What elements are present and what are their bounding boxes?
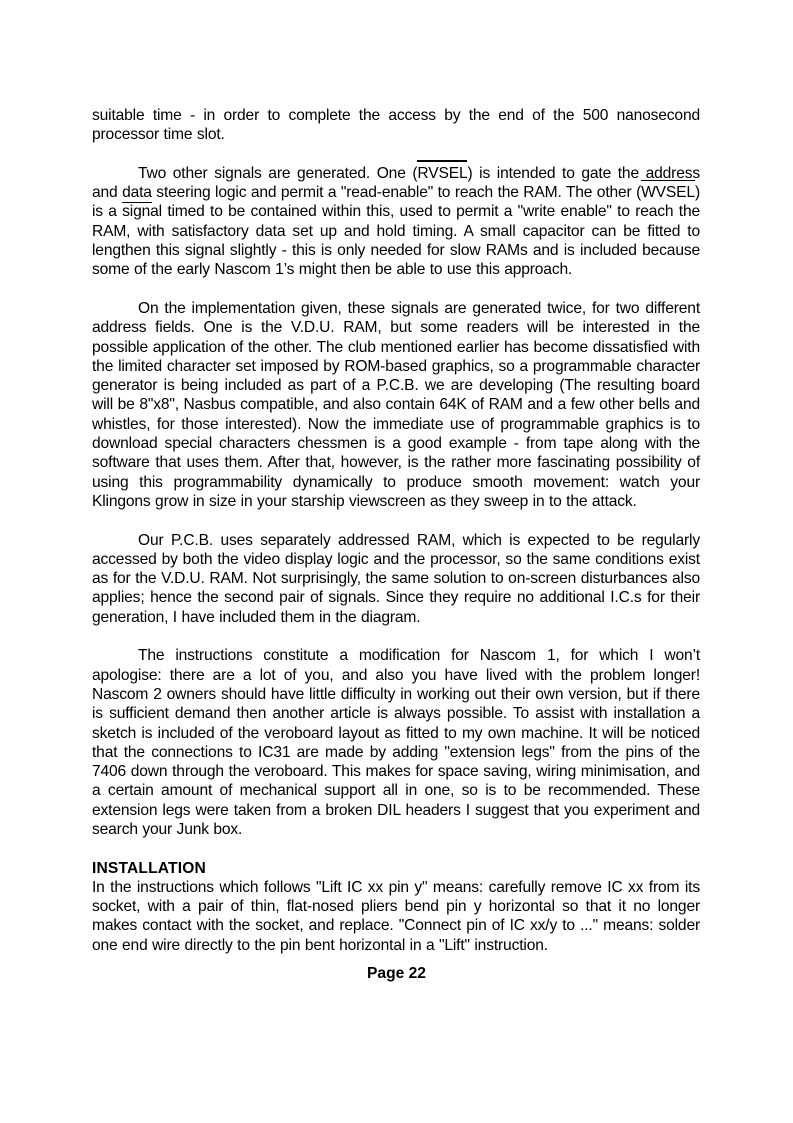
paragraph-3: On the implementation given, these signals are generated twice, for two different address fields. One is the V.D.U. RAM, but some readers will be interested in the possible application of the other. The club mentioned earlier has become dissatisfied with the limited character set imposed by ROM-based graphics, so a programmable character generator is being included as part of a P.C.B. we are developing (The resulting board will be 8"x8", Nasbus compatible, and also contain 64K of RAM and a few other bells and whistles, for those interested). Now the immediate use of programmable graphics is to download special characters chessmen is a good example - from tape along with the software that uses them. After that, however, is the rather more fascinating possibility of using this programmability dynamically to produce smooth movement: watch your Klingons grow in size in your starship viewscreen as they sweep in to the attack. bbox=[92, 299, 700, 510]
paragraph-5: The instructions constitute a modification for Nascom 1, for which I won’t apologise: there are a lot of you, and also you have lived with the problem longer! Nascom 2 owners should have little difficulty in working out their own version, but if there is sufficient demand then another article is always possible. To assist with installation a sketch is included of the veroboard layout as fitted to my own machine. It will be noticed that the connections to IC31 are made by adding "extension legs" from the pins of the 7406 down through the veroboard. This makes for space saving, wiring minimisation, and a certain amount of mechanical support all in one, so is to be recommended. These extension legs were taken from a broken DIL headers I suggest that you experiment and search your Junk box. bbox=[92, 647, 700, 838]
paragraph-6: In the instructions which follows "Lift IC xx pin y" means: carefully remove IC xx from its socket, with a pair of thin, flat-nosed pliers bend pin y horizontal so that it no longer makes contact with the socket, and replace. "Connect pin of IC xx/y to ..." means: solder one end wire directly to the pin bent horizontal in a "Lift" instruction. bbox=[92, 878, 700, 954]
signal-wvsel-overline: WVSEL bbox=[641, 184, 695, 202]
paragraph-4: Our P.C.B. uses separately addressed RAM, which is expected to be regularly accessed by both the video display logic and the processor, so the same conditions exist as for the V.D.U. RAM. Not surprisingly, the same solution to on-screen disturbances also applies; hence the second pair of signals. Since they require no additional I.C.s for their generation, I have included them in the diagram. bbox=[92, 531, 700, 626]
paragraph-1: suitable time - in order to complete the access by the end of the 500 nanosecond processor time slot. bbox=[92, 107, 700, 144]
paragraph-2-text-c: steering logic and permit a "read-enable" to reach the RAM. The other ( bbox=[151, 184, 642, 202]
paragraph-2-text-a: Two other signals are generated. One ( bbox=[138, 164, 418, 182]
page-number-footer: Page 22 bbox=[367, 965, 426, 982]
page-content bbox=[92, 106, 700, 955]
paragraph-2 bbox=[92, 164, 700, 280]
paragraph-2-text-b: ) is intended to gate the address and bbox=[92, 164, 701, 202]
signal-rvsel-overline: RVSEL bbox=[417, 164, 468, 182]
paragraph-2-text-d: ) is a signal timed to be contained within this, used to permit a "write enable" to reach the RAM, with satisfactory data set up and hold timing. A small capacitor can be fitted to lengthen this signal slightly - this is only needed for slow RAMs and is included because some of the early Nascom 1’s might then be able to use this approach. bbox=[92, 184, 700, 279]
section-heading-installation: INSTALLATION bbox=[92, 859, 206, 877]
underlined-word-data: data bbox=[122, 184, 152, 202]
